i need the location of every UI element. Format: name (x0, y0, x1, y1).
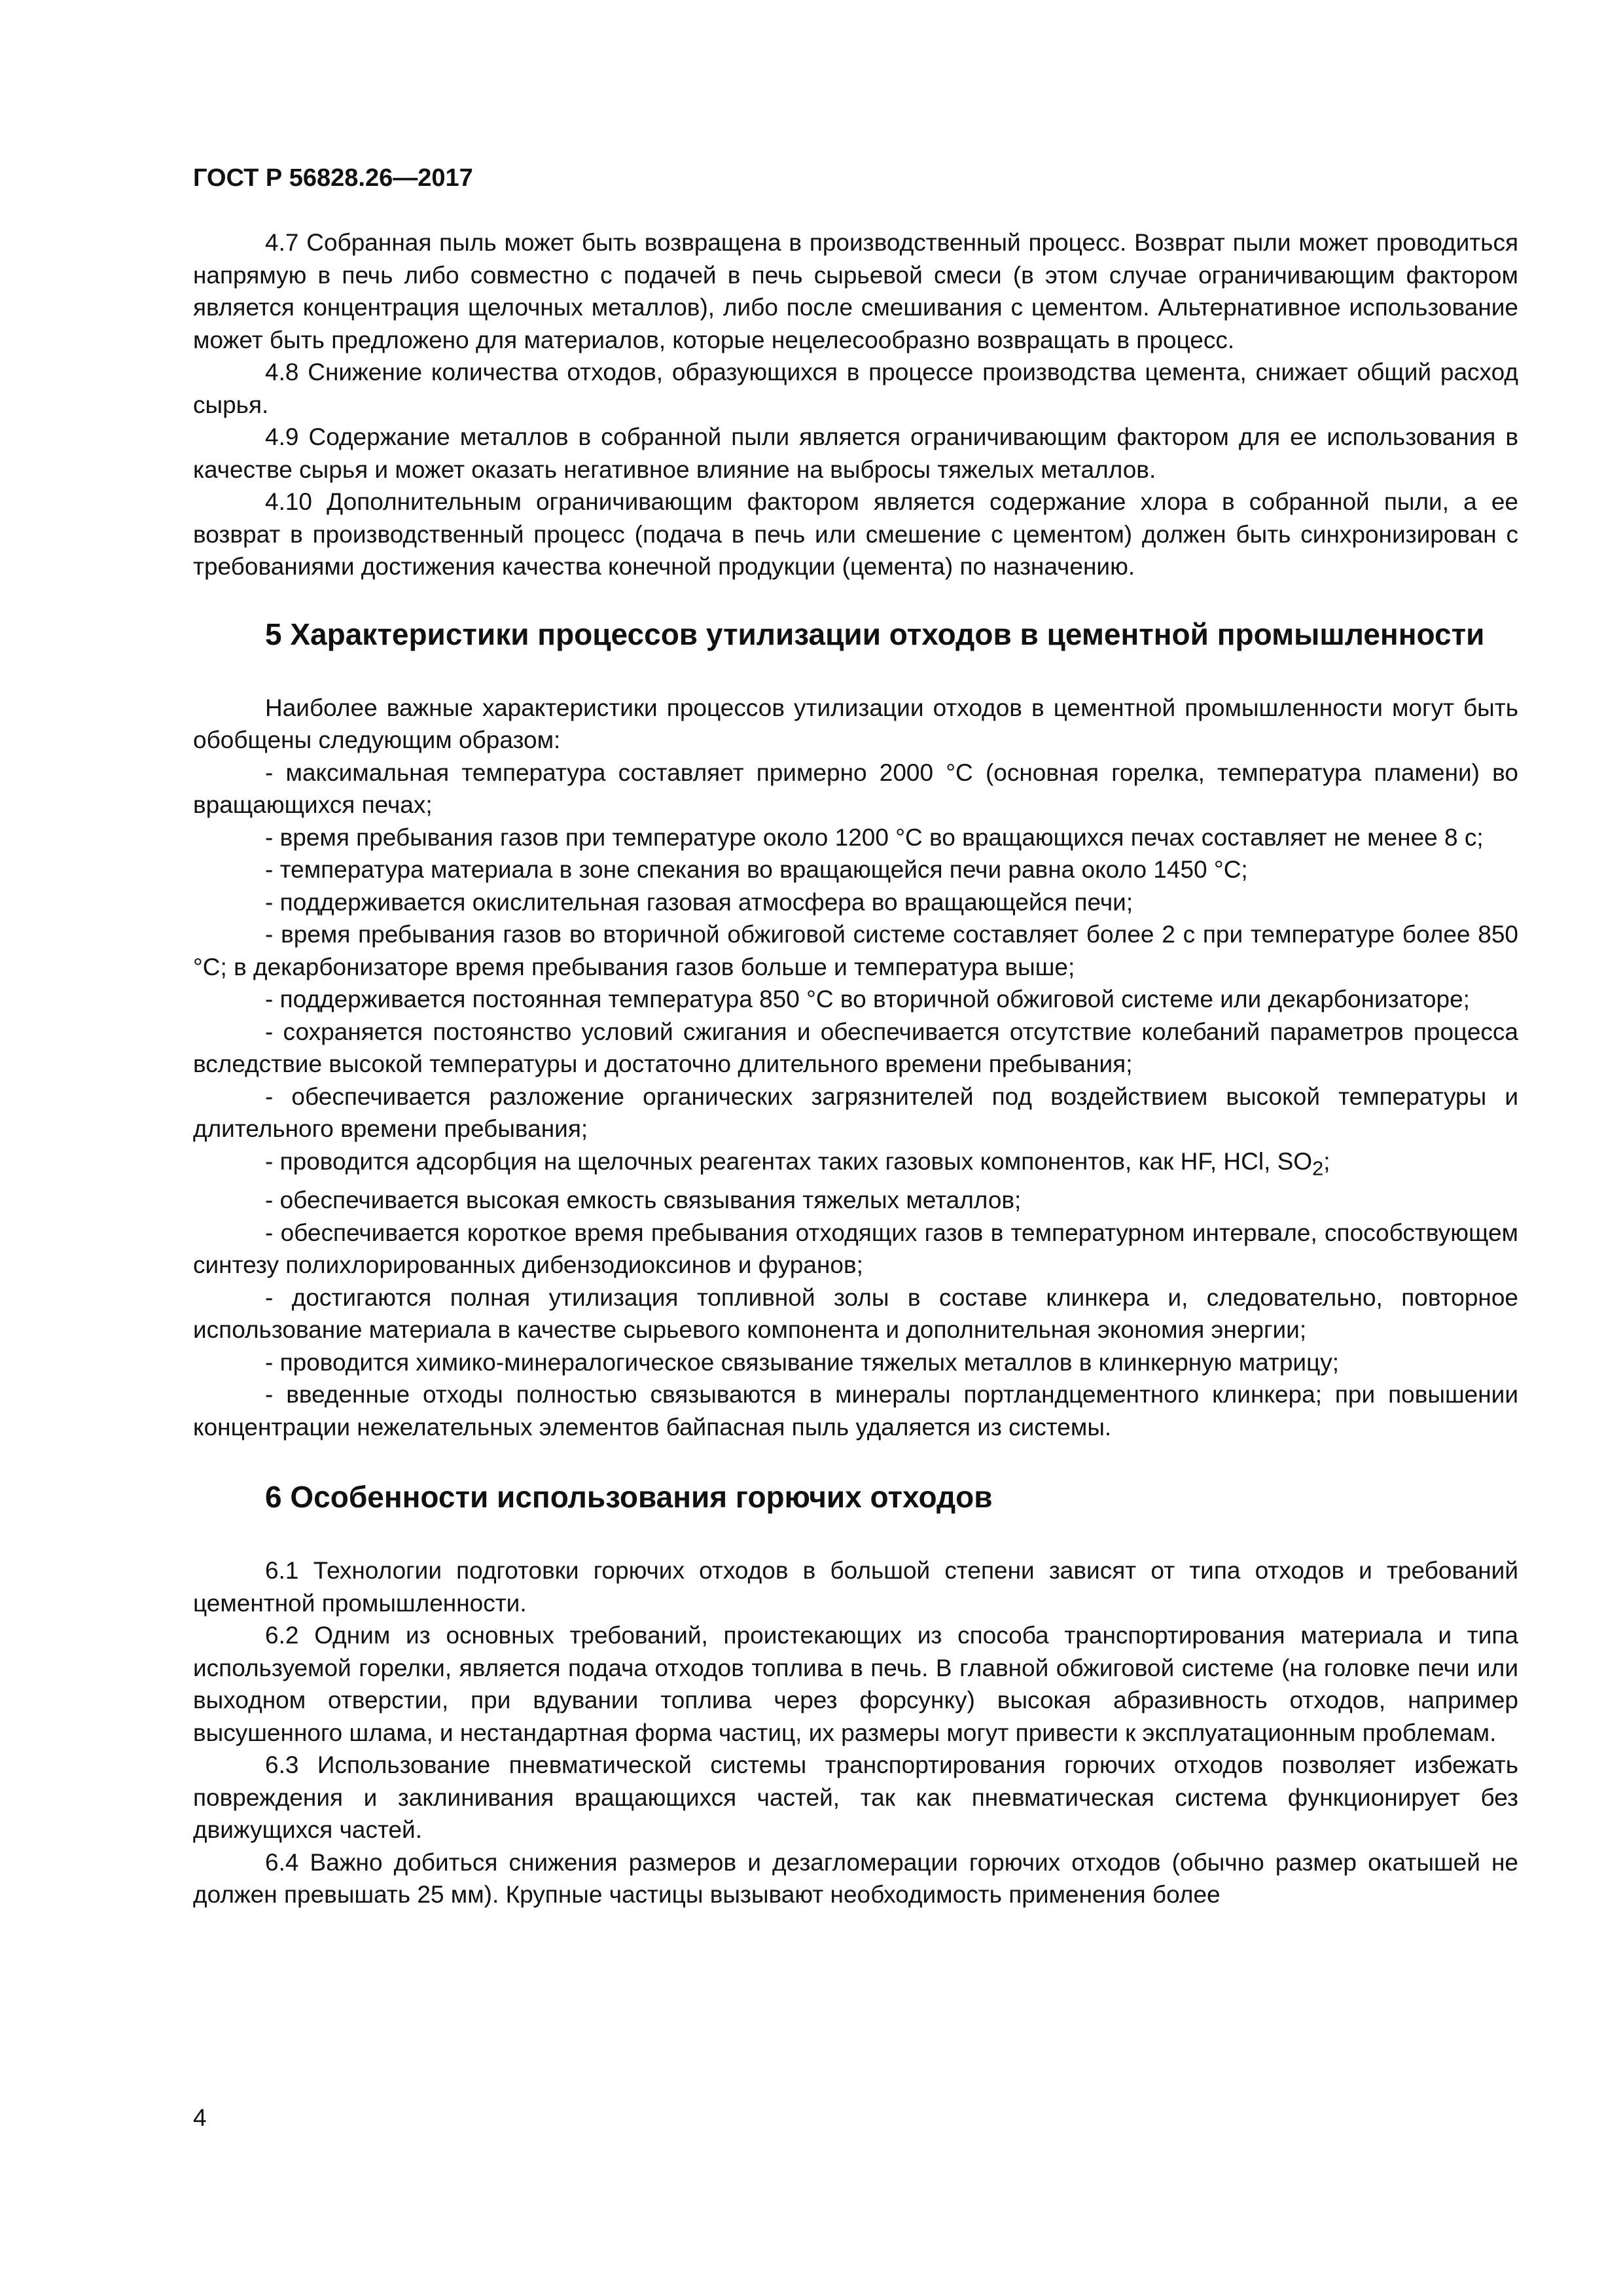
section-6-heading: 6 Особенности использования горючих отходов (265, 1480, 993, 1515)
section-5-heading: 5 Характеристики процессов утилизации отходов в цементной промышленности (265, 617, 1485, 651)
clause-6-4: 6.4 Важно добиться снижения размеров и дезагломерации горючих отходов (обычно размер окатышей не должен превышать 25 мм). Крупные частицы вызывают необходимость применения более (193, 1848, 1518, 1909)
clause-6-1: 6.1 Технологии подготовки горючих отходов в большой степени зависят от типа отходов и требований цементной промышленности. (193, 1557, 1518, 1617)
standard-code-header: ГОСТ Р 56828.26—2017 (193, 164, 473, 192)
list-item: - обеспечивается короткое время пребывания отходящих газов в температурном интервале, способствующем синтезу полихлорированных дибензодиоксинов и фуранов; (193, 1219, 1518, 1279)
clause-6-3: 6.3 Использование пневматической системы транспортирования горючих отходов позволяет избежать повреждения и заклинивания вращающихся частей, так как пневматическая система функционирует без движущихся частей. (193, 1751, 1518, 1844)
list-item: - достигаются полная утилизация топливной золы в составе клинкера и, следовательно, повторное использование материала в качестве сырьевого компонента и дополнительная экономия энергии; (193, 1283, 1518, 1344)
list-item: - обеспечивается высокая емкость связывания тяжелых металлов; (265, 1187, 1022, 1214)
adsorption-suffix: ; (1323, 1147, 1330, 1175)
list-item: - температура материала в зоне спекания во вращающейся печи равна около 1450 °С; (265, 856, 1248, 883)
list-item: - время пребывания газов при температуре около 1200 °С во вращающихся печах составляет не менее 8 с; (265, 823, 1484, 851)
list-item: - поддерживается постоянная температура 850 °С во вторичной обжиговой системе или декарбонизаторе; (265, 986, 1470, 1013)
list-item: - введенные отходы полностью связываются в минералы портландцементного клинкера; при повышении концентрации нежелательных элементов байпасная пыль удаляется из системы. (193, 1381, 1518, 1441)
adsorption-text: - проводится адсорбция на щелочных реагентах таких газовых компонентов, как HF, HCl, SO (265, 1147, 1313, 1175)
list-item: - максимальная температура составляет примерно 2000 °С (основная горелка, температура пламени) во вращающихся печах; (193, 759, 1518, 818)
list-item: - сохраняется постоянство условий сжигания и обеспечивается отсутствие колебаний параметров процесса вследствие высокой температуры и достаточно длительного времени пребывания; (193, 1018, 1518, 1077)
list-item-adsorption (193, 1145, 1518, 1185)
clause-4-8: 4.8 Снижение количества отходов, образующихся в процессе производства цемента, снижает общий расход сырья. (193, 359, 1518, 418)
list-item: - время пребывания газов во вторичной обжиговой системе составляет более 2 с при температуре более 850 °С; в декарбонизаторе время пребывания газов больше и температура выше; (193, 921, 1518, 980)
clause-4-7: 4.7 Собранная пыль может быть возвращена в производственный процесс. Возврат пыли может проводиться напрямую в печь либо совместно с подачей в печь сырьевой смеси (в этом случае ограничивающим фактором является концентрация щелочных металлов), либо после смешивания с цементом. Альтернативное использование может быть предложено для материалов, которые нецелесообразно возвращать в процесс. (193, 229, 1518, 353)
list-item: - обеспечивается разложение органических загрязнителей под воздействием высокой температуры и длительного времени пребывания; (193, 1083, 1518, 1142)
clause-4-10: 4.10 Дополнительным ограничивающим фактором является содержание хлора в собранной пыли, а ее возврат в производственный процесс (подача в печь или смешение с цементом) должен быть синхронизирован с требованиями достижения качества конечной продукции (цемента) по назначению. (193, 488, 1518, 580)
clause-6-2: 6.2 Одним из основных требований, проистекающих из способа транспортирования материала и типа используемой горелки, является подача отходов топлива в печь. В главной обжиговой системе (на головке печи или выходном отверстии, при вдувании топлива через форсунку) высокая абразивность отходов, например высушенного шлама, и нестандартная форма частиц, их размеры могут привести к эксплуатационным проблемам. (193, 1622, 1518, 1746)
list-item: - проводится химико-минералогическое связывание тяжелых металлов в клинкерную матрицу; (265, 1348, 1340, 1376)
section-5-intro: Наиболее важные характеристики процессов утилизации отходов в цементной промышленности могут быть обобщены следующим образом: (193, 694, 1518, 753)
so2-subscript: 2 (1312, 1156, 1324, 1179)
clause-4-9: 4.9 Содержание металлов в собранной пыли является ограничивающим фактором для ее использования в качестве сырья и может оказать негативное влияние на выбросы тяжелых металлов. (193, 423, 1518, 483)
page-content (193, 226, 1518, 1911)
list-item: - поддерживается окислительная газовая атмосфера во вращающейся печи; (265, 888, 1133, 916)
page-number: 4 (193, 2104, 207, 2131)
